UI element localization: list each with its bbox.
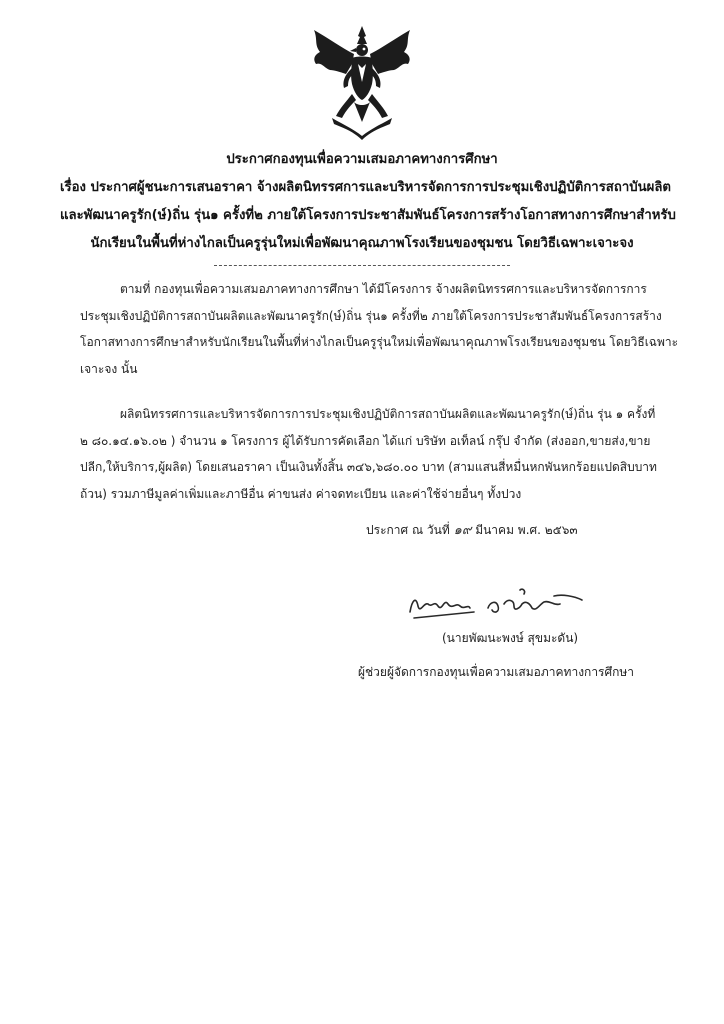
paragraph-line: โอกาสทางการศึกษาสำหรับนักเรียนในพื้นที่ห่างไกลเป็นครูรุ่นใหม่เพื่อพัฒนาคุณภาพโรงเรียนของชุมชน โดยวิธีเฉพาะ bbox=[80, 335, 679, 349]
paragraph-line: ปลีก,ให้บริการ,ผู้ผลิต) โดยเสนอราคา เป็นเงินทั้งสิ้น ๓๔๖,๖๘๐.๐๐ บาท (สามแสนสี่หมื่นหกพันหกร้อยแปดสิบบาท bbox=[80, 460, 657, 474]
handwritten-signature bbox=[404, 582, 594, 624]
document-heading bbox=[60, 146, 676, 258]
announcement-month-year: มีนาคม พ.ศ. ๒๕๖๓ bbox=[475, 523, 578, 537]
signer-position: ผู้ช่วยผู้จัดการกองทุนเพื่อความเสมอภาคทางการศึกษา bbox=[358, 665, 635, 679]
paragraph-line: ถ้วน) รวมภาษีมูลค่าเพิ่มและภาษีอื่น ค่าขนส่ง ค่าจดทะเบียน และค่าใช้จ่ายอื่นๆ ทั้งปวง bbox=[80, 486, 522, 501]
organization-title: ประกาศกองทุนเพื่อความเสมอภาคทางการศึกษา bbox=[226, 152, 498, 167]
subject-line: เรื่อง ประกาศผู้ชนะการเสนอราคา จ้างผลิตนิทรรศการและบริหารจัดการการประชุมเชิงปฏิบัติการสถาบันผลิต bbox=[60, 180, 671, 195]
subject-line: นักเรียนในพื้นที่ห่างไกลเป็นครูรุ่นใหม่เพื่อพัฒนาคุณภาพโรงเรียนของชุมชน โดยวิธีเฉพาะเจาะจง bbox=[90, 236, 634, 251]
paragraph-line: ๒ ๘๐.๑๔.๑๖.๐๒ ) จำนวน ๑ โครงการ ผู้ได้รับการคัดเลือก ได้แก่ บริษัท อเท็ลน์ กรุ๊ป จำกัด (ส่งออก,ขายส่ง,ขาย bbox=[80, 433, 651, 448]
paragraph-line: ตามที่ กองทุนเพื่อความเสมอภาคทางการศึกษา ได้มีโครงการ จ้างผลิตนิทรรศการและบริหารจัดการการ bbox=[120, 282, 647, 296]
signer-name: (นายพัฒนะพงษ์ สุขมะดัน) bbox=[442, 631, 579, 645]
heading-divider bbox=[214, 265, 510, 266]
announcement-date bbox=[366, 519, 578, 540]
paragraph-line: ผลิตนิทรรศการและบริหารจัดการการประชุมเชิงปฏิบัติการสถาบันผลิตและพัฒนาครูรัก(ษ์)ถิ่น รุ่น ๑ ครั้งที่ bbox=[120, 407, 656, 421]
subject-line: และพัฒนาครูรัก(ษ์)ถิ่น รุ่น๑ ครั้งที่๒ ภายใต้โครงการประชาสัมพันธ์โครงการสร้างโอกาสทางการศึกษาสำหรับ bbox=[60, 208, 676, 223]
paragraph-line: ประชุมเชิงปฏิบัติการสถาบันผลิตและพัฒนาครูรัก(ษ์)ถิ่น รุ่น๑ ครั้งที่๒ ภายใต้โครงการประชาสัมพันธ์โครงการสร้าง bbox=[80, 308, 662, 323]
announcement-day: ๑๙ bbox=[453, 523, 472, 538]
announcement-prefix: ประกาศ ณ วันที่ bbox=[366, 523, 450, 537]
garuda-emblem-icon bbox=[306, 24, 418, 140]
paragraph-award bbox=[80, 401, 658, 507]
paragraph-line: เจาะจง นั้น bbox=[80, 361, 138, 376]
paragraph-background bbox=[80, 276, 679, 382]
